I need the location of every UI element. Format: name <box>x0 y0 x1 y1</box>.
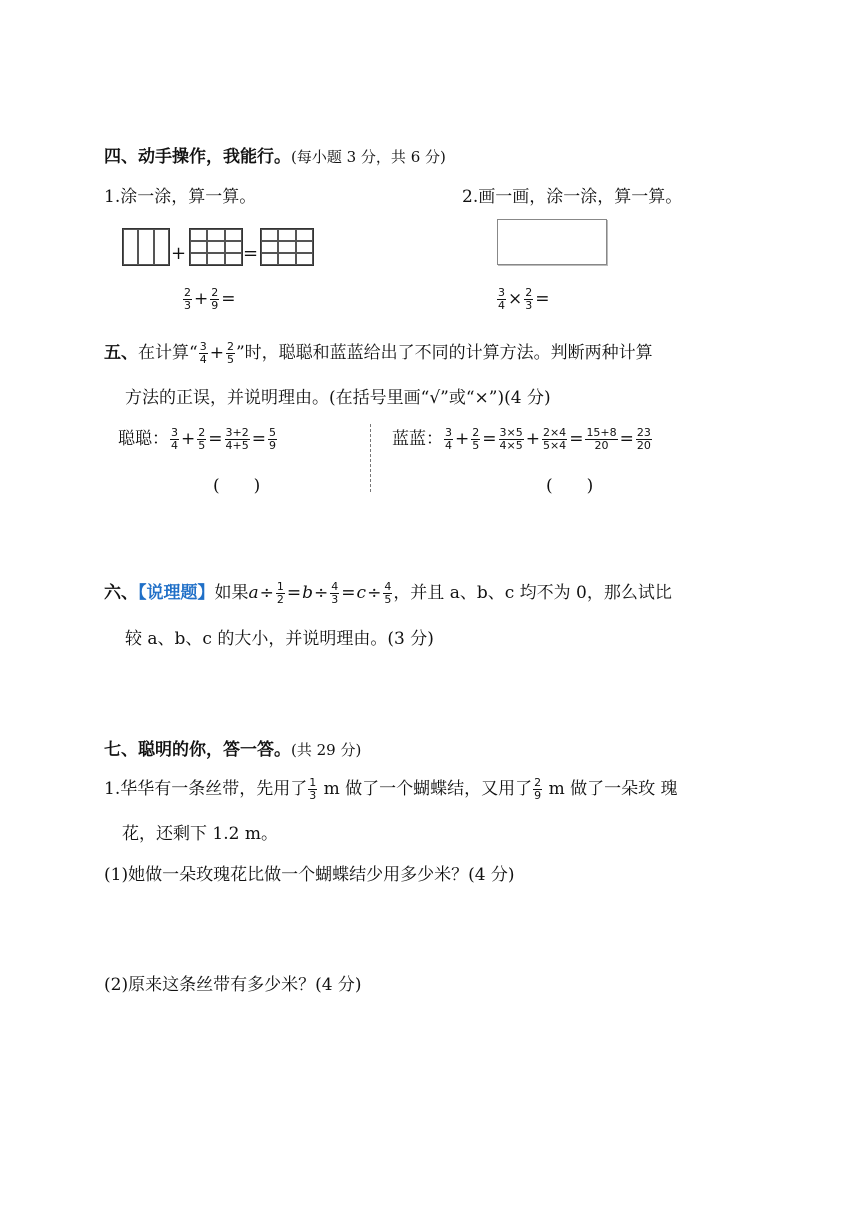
section-5-line2: 方法的正误，并说明理由。(在括号里画“√”或“×”)(4 分) <box>125 388 551 408</box>
grid-ninths-2[interactable] <box>260 228 314 266</box>
fraction: $\frac{2}{3}$ <box>184 286 191 312</box>
q4-2-formula: $\frac{3}{4}$ × $\frac{2}{3}$ = <box>498 286 550 312</box>
section-7-title: 七、聪明的你，答一答。 <box>104 740 291 760</box>
reasoning-tag: 【说理题】 <box>138 583 215 603</box>
drawing-rectangle[interactable] <box>497 219 607 265</box>
q7-1-sub1: (1)她做一朵玫瑰花比做一个蝴蝶结少用多少米？(4 分) <box>104 865 515 885</box>
fraction: $\frac{3}{4}$ <box>199 340 207 366</box>
grid-ninths-1[interactable] <box>189 228 243 266</box>
section-6-title: 六、 <box>104 583 138 603</box>
section-4-heading <box>104 142 446 167</box>
congcong-answer-bracket[interactable]: ( ) <box>213 476 261 496</box>
section-6-line2: 较 a、b、c 的大小，并说明理由。(3 分) <box>125 629 434 649</box>
q4-1-formula: $\frac{2}{3}$ + $\frac{2}{9}$ = <box>184 286 236 312</box>
q7-1-line1: 1.华华有一条丝带，先用了 $\frac{1}{3}$ m 做了一个蝴蝶结，又用了 $\frac{2}{9}$ m 做了一朵玫 瑰 <box>104 776 678 802</box>
congcong-method: 聪聪： $\frac{3}{4}$ + $\frac{2}{5}$ = $\frac{3+2}{4+5}$ = $\frac{5}{9}$ <box>118 426 276 452</box>
fraction: $\frac{2}{3}$ <box>525 286 533 312</box>
fraction: $\frac{3}{4}$ <box>498 286 505 312</box>
section-4-score: (每小题 3 分，共 6 分) <box>291 148 446 166</box>
lanlan-label: 蓝蓝： <box>392 429 443 449</box>
equals-sign: = <box>243 243 259 264</box>
lanlan-answer-bracket[interactable]: ( ) <box>546 476 594 496</box>
divider-dashed <box>370 424 371 492</box>
section-4-title: 四、动手操作，我能行。 <box>104 147 291 167</box>
fraction: $\frac{2}{5}$ <box>226 340 234 366</box>
lanlan-method: 蓝蓝： $\frac{3}{4}$ + $\frac{2}{5}$ = $\frac{3\times 5}{4\times 5}$ + $\frac{2\times 4}{5\times 4}$ = $\frac{15+8}{20}$ = $\frac{23}{20}$ <box>392 426 651 452</box>
q7-1-sub2: (2)原来这条丝带有多少米？(4 分) <box>104 975 362 995</box>
congcong-label: 聪聪： <box>118 429 169 449</box>
plus-sign: + <box>171 243 187 264</box>
grid-thirds[interactable] <box>122 228 170 266</box>
fraction: $\frac{2}{9}$ <box>211 286 219 312</box>
q7-1-line2: 花，还剩下 1.2 m。 <box>122 824 278 844</box>
q4-2-label: 2.画一画，涂一涂，算一算。 <box>462 187 683 207</box>
section-7-heading <box>104 735 361 760</box>
section-5-line1: 五、在计算“ $\frac{3}{4}$ + $\frac{2}{5}$ ”时，聪聪和蓝蓝给出了不同的计算方法。判断两种计算 <box>104 340 653 366</box>
section-7-score: (共 29 分) <box>291 741 362 759</box>
q4-1-label: 1.涂一涂，算一算。 <box>104 187 257 207</box>
section-5-title: 五、 <box>104 343 138 363</box>
section-6-line1: 六、【说理题】如果a÷ $\frac{1}{2}$ =b÷ $\frac{4}{3}$ =c÷ $\frac{4}{5}$ ，并且 a、b、c 均不为 0，那么试比 <box>104 580 672 606</box>
